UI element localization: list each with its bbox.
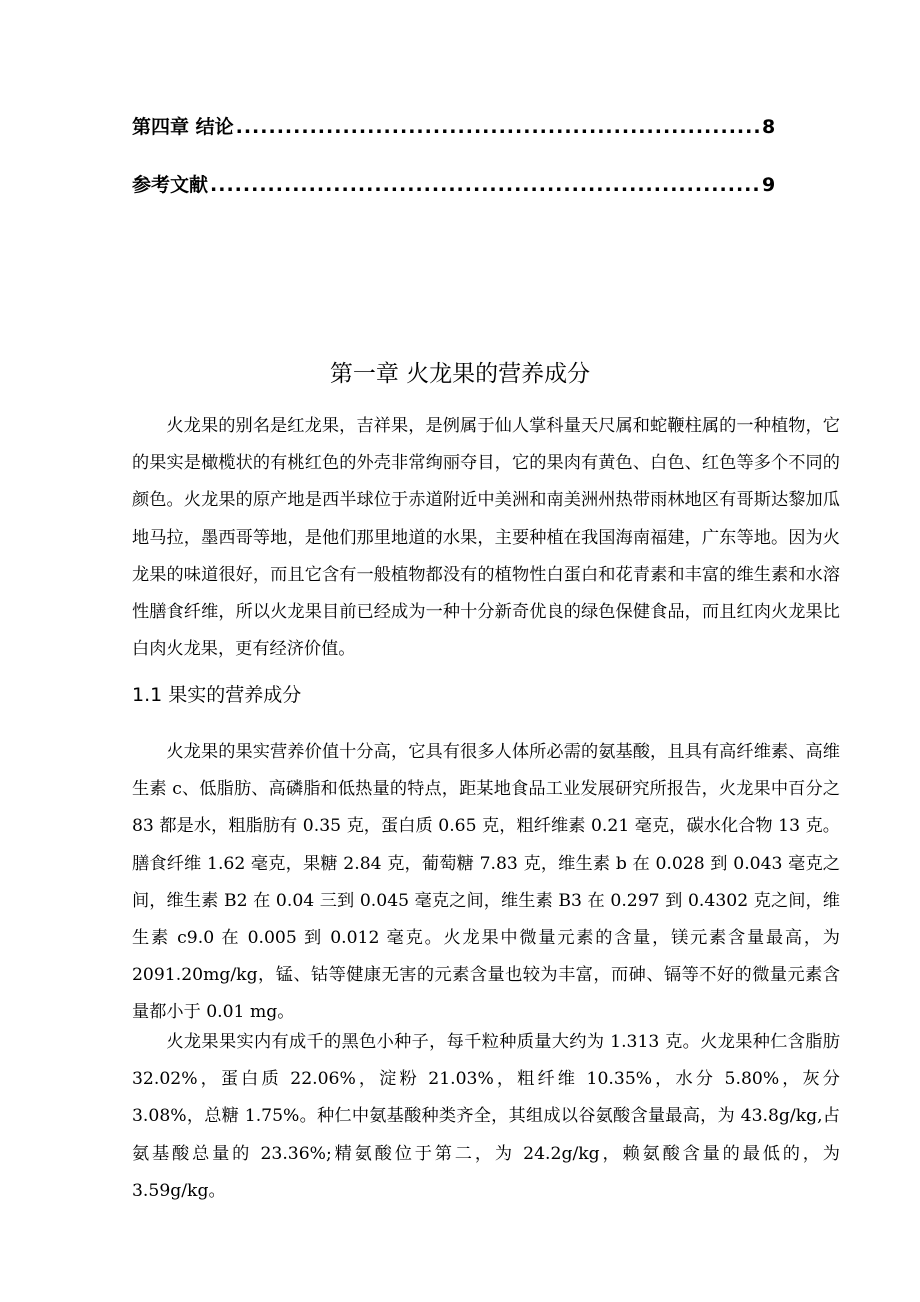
- chapter-title: 第一章 火龙果的营养成分: [329, 361, 591, 387]
- toc-page-number: 9: [762, 174, 776, 196]
- table-of-contents: [132, 112, 774, 220]
- toc-page-number: 8: [762, 116, 776, 138]
- toc-entry-title: 参考文献: [132, 174, 209, 196]
- section-paragraph-2: 火龙果果实内有成千的黑色小种子，每千粒种质量大约为 1.313 克。火龙果种仁含脂肪 32.02%，蛋白质 22.06%，淀粉 21.03%，粗纤维 10.35%，水分 5.80%，灰分 3.08%，总糖 1.75%。种仁中氨基酸种类齐全，其组成以谷氨酸含量最高，为 43.8g/kg,占氨基酸总量的 23.36%;精氨酸位于第二，为 24.2g/kg，赖氨酸含量的最低的，为 3.59g/kg。: [132, 1032, 840, 1201]
- toc-leader-dots: [236, 116, 760, 138]
- section-heading: 1.1 果实的营养成分: [132, 684, 302, 706]
- chapter-intro-paragraph: 火龙果的别名是红龙果，吉祥果，是例属于仙人掌科量天尺属和蛇鞭柱属的一种植物，它的果实是橄榄状的有桃红色的外壳非常绚丽夺目，它的果肉有黄色、白色、红色等多个不同的颜色。火龙果的原产地是西半球位于赤道附近中美洲和南美洲州热带雨林地区有哥斯达黎加瓜地马拉，墨西哥等地，是他们那里地道的水果，主要种植在我国海南福建，广东等地。因为火龙果的味道很好，而且它含有一般植物都没有的植物性白蛋白和花青素和丰富的维生素和水溶性膳食纤维，所以火龙果目前已经成为一种十分新奇优良的绿色保健食品，而且红肉火龙果比白肉火龙果，更有经济价值。: [132, 416, 840, 660]
- toc-entry-conclusion[interactable]: [132, 112, 774, 162]
- section-paragraph-1: 火龙果的果实营养价值十分高，它具有很多人体所必需的氨基酸，且具有高纤维素、高维生素 c、低脂肪、高磷脂和低热量的特点，距某地食品工业发展研究所报告，火龙果中百分之 83 都是水，粗脂肪有 0.35 克，蛋白质 0.65 克，粗纤维素 0.21 毫克，碳水化合物 13 克。膳食纤维 1.62 毫克，果糖 2.84 克，葡萄糖 7.83 克，维生素 b 在 0.028 到 0.043 毫克之间，维生素 B2 在 0.04 三到 0.045 毫克之间，维生素 B3 在 0.297 到 0.4302 克之间，维生素 c9.0 在 0.005 到 0.012 毫克。火龙果中微量元素的含量，镁元素含量最高，为 2091.20mg/kg，锰、钴等健康无害的元素含量也较为丰富，而砷、镉等不好的微量元素含量都小于 0.01 mg。: [132, 742, 840, 1023]
- toc-entry-references[interactable]: [132, 170, 774, 220]
- toc-leader-dots: [210, 174, 760, 196]
- toc-entry-title: 第四章 结论: [132, 116, 234, 138]
